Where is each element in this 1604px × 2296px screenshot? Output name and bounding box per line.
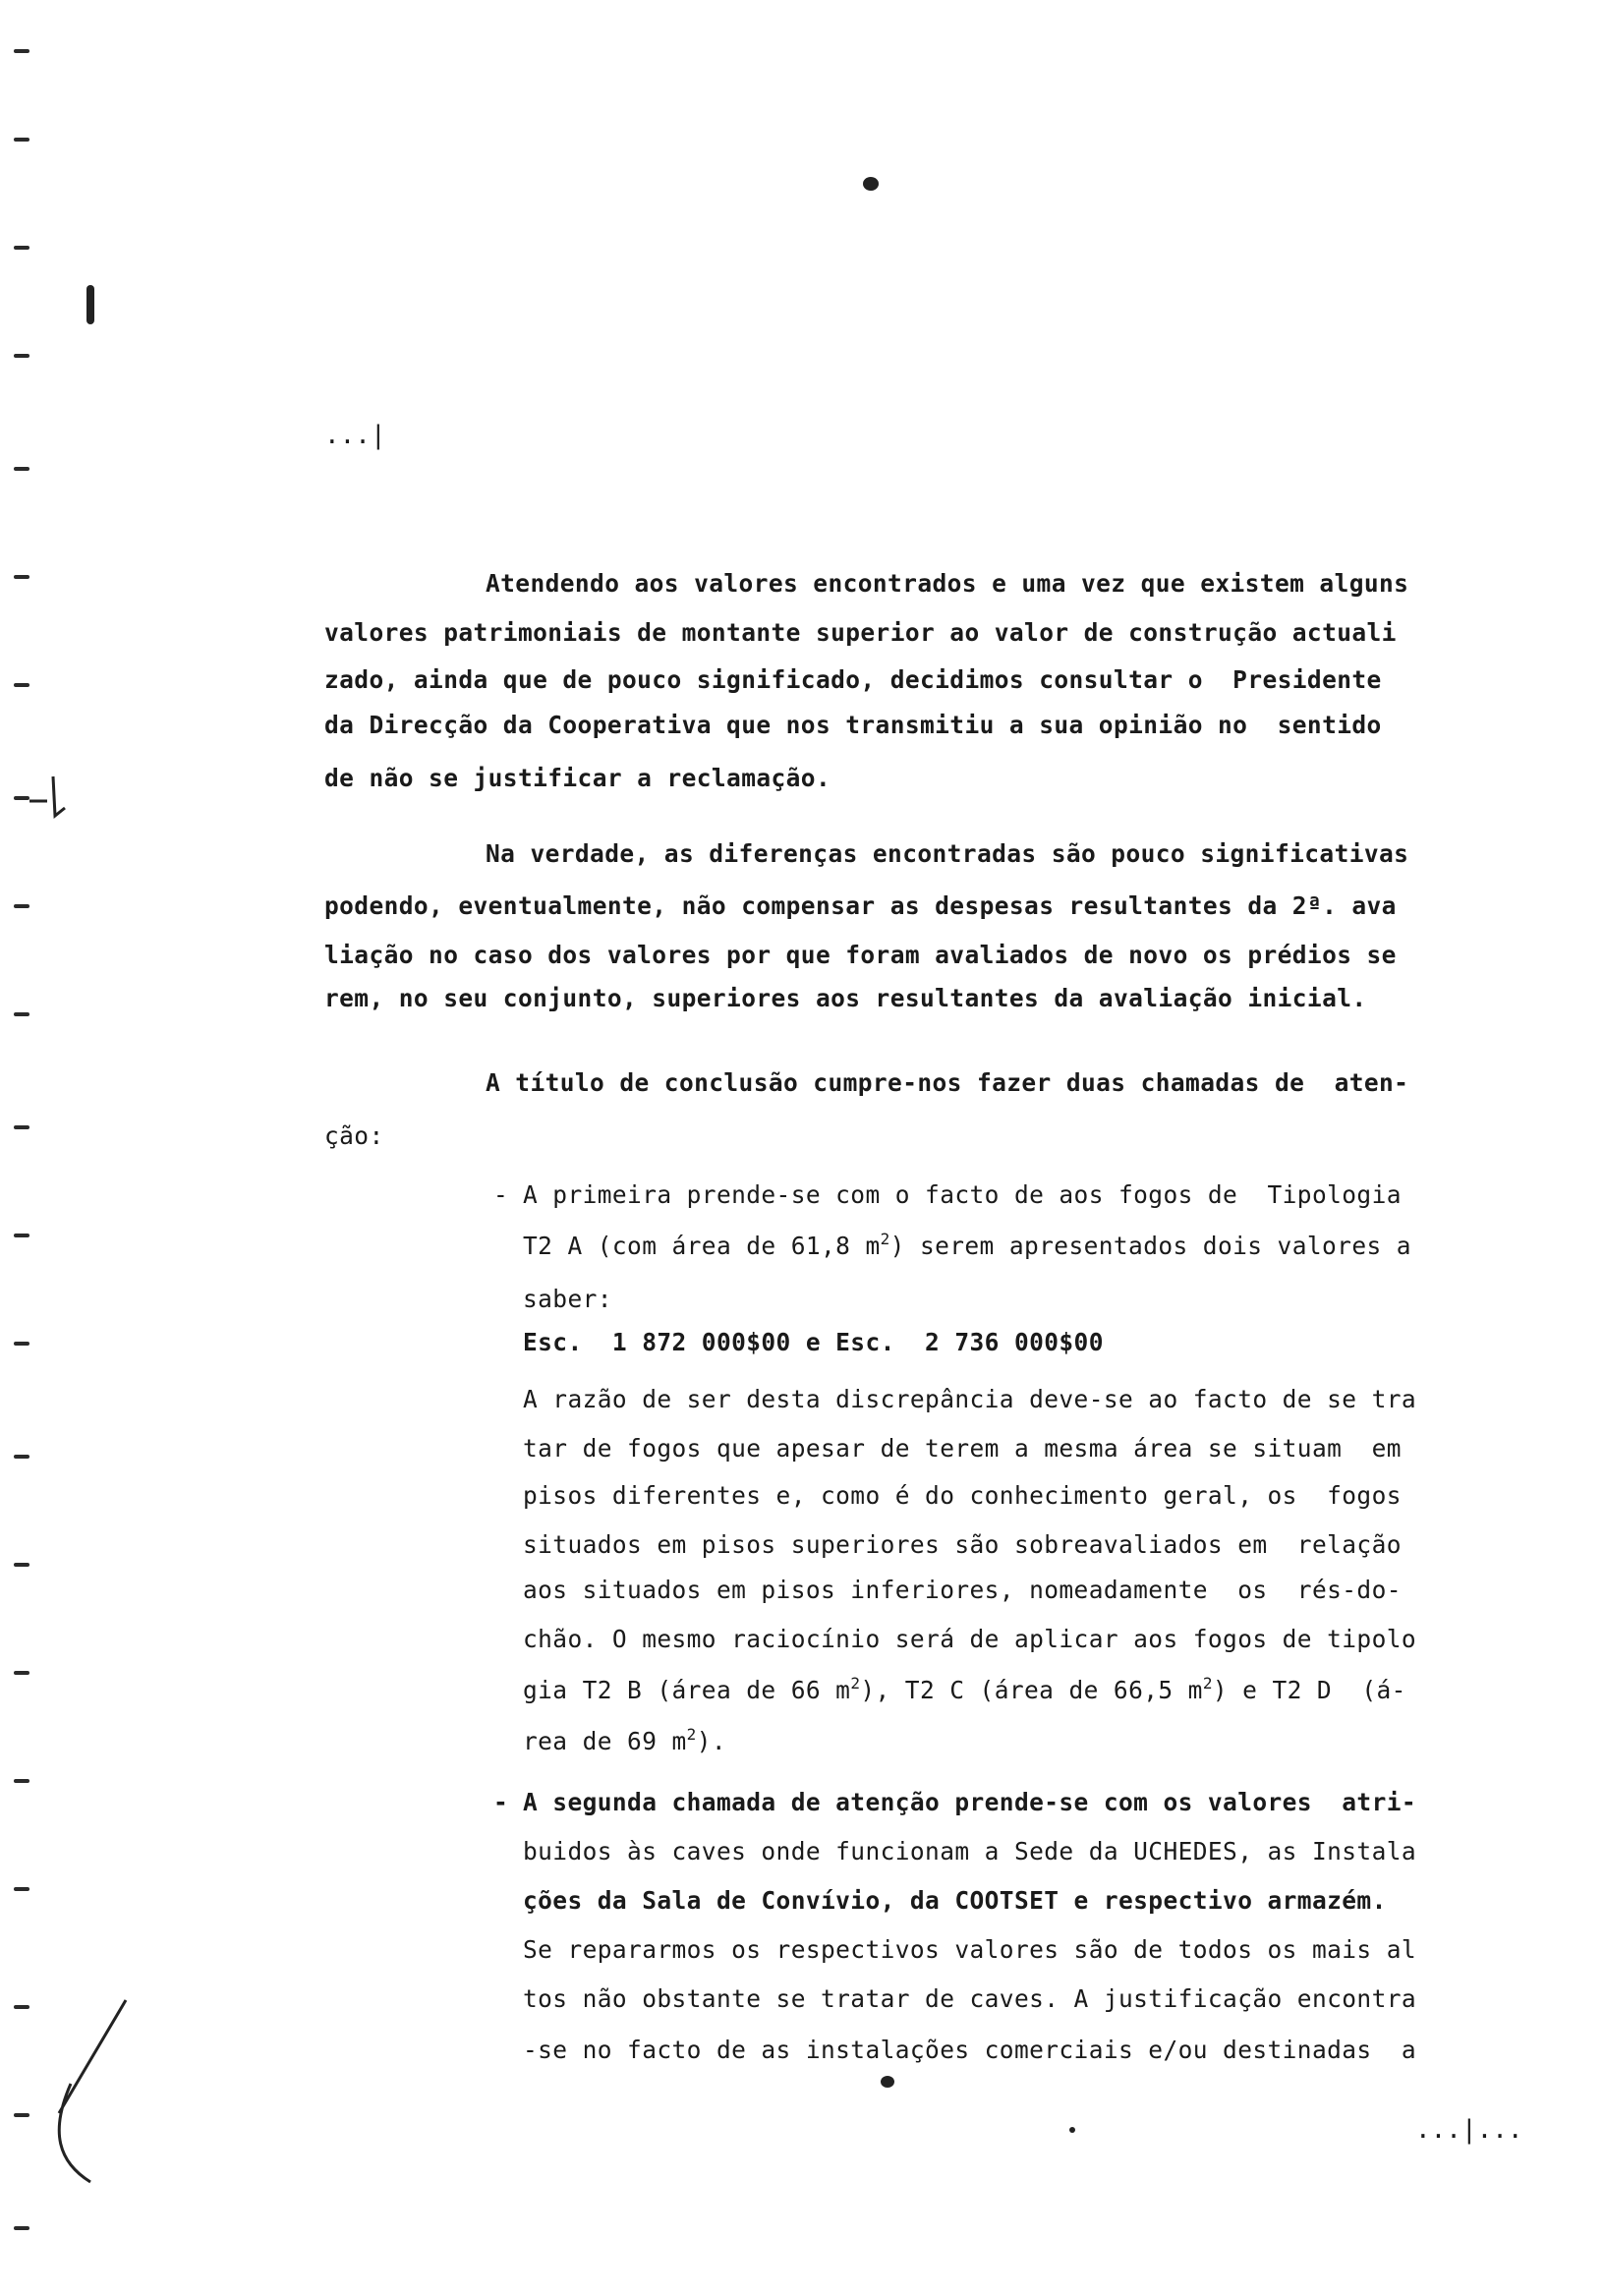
superscript-squared: 2 [850, 1674, 861, 1693]
bullet-1-line-3: saber: [523, 1285, 612, 1313]
bullet-1-gia-b: ), T2 C (área de 66,5 m [860, 1676, 1203, 1704]
superscript-squared: 2 [1202, 1674, 1213, 1693]
paragraph-2-line-4: rem, no seu conjunto, superiores aos resultantes da avaliação inicial. [324, 984, 1367, 1012]
bullet-2-line-6: -se no facto de as instalações comerciais e/ou destinadas a [523, 2036, 1417, 2064]
bullet-1-body-line-3: pisos diferentes e, como é do conhecimento geral, os fogos [523, 1481, 1402, 1510]
paragraph-1-line-1: Atendendo aos valores encontrados e uma vez que existem alguns [486, 569, 1409, 598]
bullet-2-line-2: buidos às caves onde funcionam a Sede da UCHEDES, as Instala [523, 1837, 1417, 1866]
bullet-1-body-line-6: chão. O mesmo raciocínio será de aplicar aos fogos de tipolo [523, 1625, 1417, 1653]
paragraph-3-line-1: A título de conclusão cumpre-nos fazer duas chamadas de aten- [486, 1068, 1409, 1097]
paragraph-1-line-3: zado, ainda que de pouco significado, decidimos consultar o Presidente [324, 665, 1382, 694]
paragraph-2-line-2: podendo, eventualmente, não compensar as despesas resultantes da 2ª. ava [324, 891, 1397, 920]
bullet-2-line-4: Se repararmos os respectivos valores são de todos os mais al [523, 1935, 1417, 1964]
paragraph-2-line-1: Na verdade, as diferenças encontradas são pouco significativas [486, 839, 1409, 868]
superscript-squared: 2 [686, 1725, 697, 1744]
continuation-mark-top: ...| [324, 421, 386, 450]
bullet-2-line-1: A segunda chamada de atenção prende-se com os valores atri- [523, 1788, 1417, 1816]
bullet-1-last-line [523, 1726, 726, 1757]
superscript-squared: 2 [880, 1230, 890, 1248]
bullet-2-line-5: tos não obstante se tratar de caves. A justificação encontra [523, 1984, 1417, 2013]
pen-signature [59, 2000, 126, 2182]
bullet-1-body-line-2: tar de fogos que apesar de terem a mesma área se situam em [523, 1434, 1402, 1463]
paragraph-2-line-3: liação no caso dos valores por que foram avaliados de novo os prédios se [324, 941, 1397, 969]
bullet-2-line-3: ções da Sala de Convívio, da COOTSET e respectivo armazém. [523, 1886, 1387, 1915]
bullet-1-line-2-a: T2 A (com área de 61,8 m [523, 1232, 881, 1260]
paragraph-1-line-4: da Direcção da Cooperativa que nos transmitiu a sua opinião no sentido [324, 711, 1382, 739]
bullet-1-marker: - [493, 1180, 509, 1209]
bullet-1-values-line: Esc. 1 872 000$00 e Esc. 2 736 000$00 [523, 1328, 1104, 1356]
bullet-1-gia-c: ) e T2 D (á- [1212, 1676, 1406, 1704]
pen-scribble [29, 776, 65, 816]
bullet-2-marker: - [493, 1788, 509, 1816]
bullet-1-last-a: rea de 69 m [523, 1727, 687, 1755]
bullet-1-last-b: ). [696, 1727, 727, 1755]
bullet-1-line-2 [523, 1231, 1411, 1262]
continuation-mark-bottom: ...|... [1415, 2115, 1523, 2145]
paragraph-1-line-2: valores patrimoniais de montante superior ao valor de construção actuali [324, 618, 1397, 647]
bullet-1-gia-line [523, 1675, 1406, 1706]
bullet-1-body-line-1: A razão de ser desta discrepância deve-se ao facto de se tra [523, 1385, 1417, 1413]
paragraph-3-line-2: ção: [324, 1121, 384, 1150]
bullet-1-body-line-5: aos situados em pisos inferiores, nomeadamente os rés-do- [523, 1576, 1402, 1604]
bullet-1-line-2-b: ) serem apresentados dois valores a [889, 1232, 1411, 1260]
bullet-1-gia-a: gia T2 B (área de 66 m [523, 1676, 851, 1704]
paragraph-1-line-5: de não se justificar a reclamação. [324, 764, 831, 792]
bullet-1-line-1: A primeira prende-se com o facto de aos fogos de Tipologia [523, 1180, 1402, 1209]
bullet-1-body-line-4: situados em pisos superiores são sobreavaliados em relação [523, 1530, 1402, 1559]
